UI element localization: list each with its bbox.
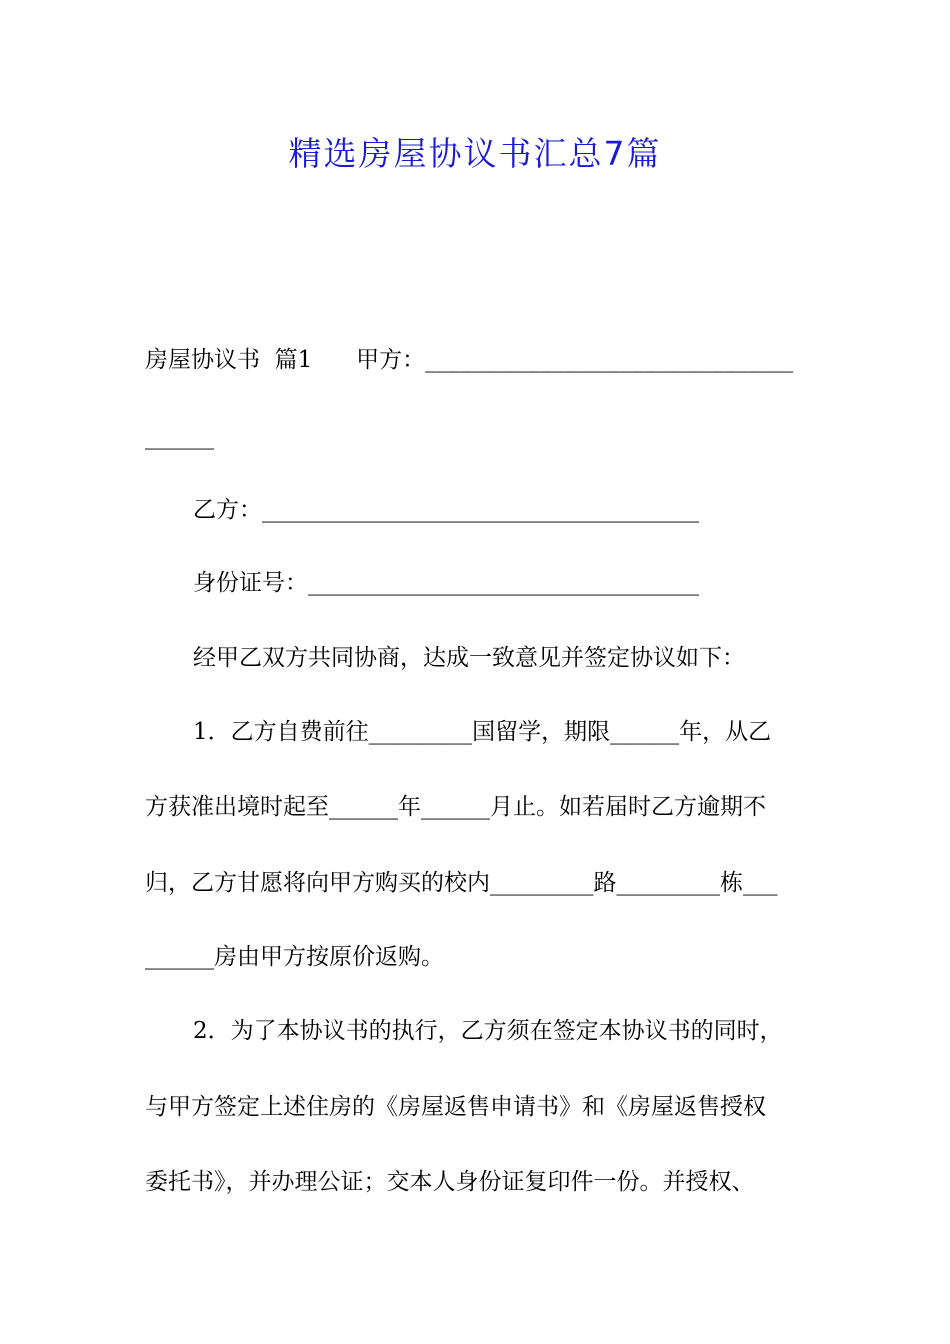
- paragraph-line: 委托书》，并办理公证；交本人身份证复印件一份。并授权、: [145, 1169, 755, 1195]
- document-title: 精选房屋协议书汇总7篇: [288, 134, 662, 173]
- clause-2-line: 2．为了本协议书的执行，乙方须在签定本协议书的同时，: [193, 1018, 783, 1044]
- paragraph-line: ______: [145, 424, 214, 450]
- paragraph-line: ______房由甲方按原价返购。: [145, 944, 444, 970]
- paragraph-line: 归，乙方甘愿将向甲方购买的校内_________路_________栋___: [145, 870, 778, 896]
- paragraph-line: 经甲乙双方共同协商，达成一致意见并签定协议如下：: [193, 645, 745, 671]
- paragraph-line: 与甲方签定上述住房的《房屋返售申请书》和《房屋返售授权: [145, 1094, 766, 1120]
- paragraph-line: 方获准出境时起至______年______月止。如若届时乙方逾期不: [145, 794, 766, 820]
- id-number-line: 身份证号：__________________________________: [193, 570, 699, 596]
- paragraph-line: 房屋协议书 篇1 甲方：________________________________: [145, 347, 794, 373]
- party-b-line: 乙方：______________________________________: [193, 497, 699, 523]
- clause-1-line: 1．乙方自费前往_________国留学，期限______年，从乙: [193, 719, 772, 745]
